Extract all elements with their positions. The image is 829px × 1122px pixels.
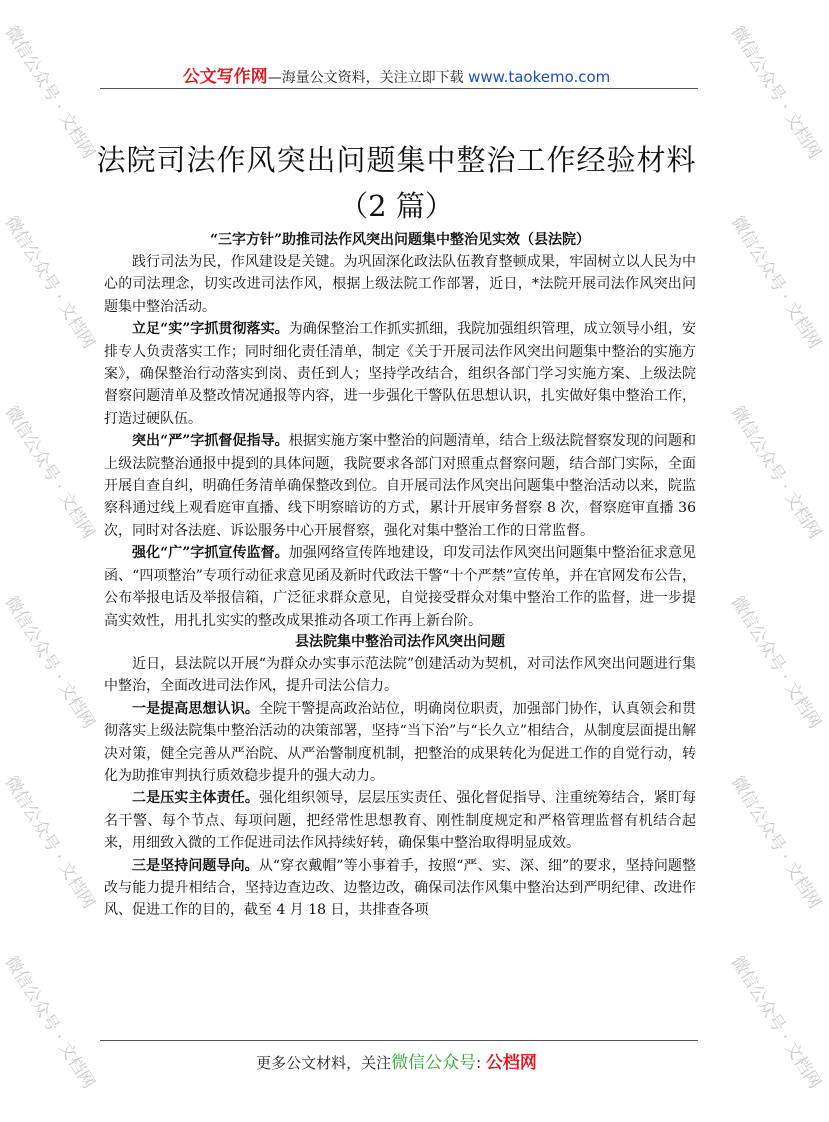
watermark-text: 微信公众号 · 文档网 — [726, 22, 825, 163]
watermark-text: 微信公众号 · 文档网 — [726, 592, 825, 733]
article-2-paragraph-1: 近日，县法院以开展“为群众办实事示范法院”创建活动为契机，对司法作风突出问题进行集中整治，全面改进司法作风，提升司法公信力。 — [104, 655, 696, 695]
document-body — [104, 230, 696, 922]
article-1-paragraph-2 — [104, 318, 696, 430]
article-1-paragraph-1: 践行司法为民，作风建设是关键。为巩固深化政法队伍教育整顿成果，牢固树立以人民为中心的司法理念，切实改进司法作风，根据上级法院工作部署，近日，*法院开展司法作风突出问题集中整治活动。 — [104, 254, 696, 315]
watermark-text: 微信公众号 · 文档网 — [0, 952, 99, 1093]
paragraph-lead: 二是压实主体责任。 — [132, 790, 259, 807]
page-footer — [0, 1048, 793, 1073]
document-title — [80, 140, 713, 226]
paragraph-lead: 突出“严”字抓督促指导。 — [132, 433, 289, 450]
footer-colon: : — [476, 1054, 482, 1072]
article-2-paragraph-4 — [104, 855, 696, 922]
watermark-text: 微信公众号 · 文档网 — [726, 212, 825, 353]
paragraph-text: 加强网络宣传阵地建设，印发司法作风突出问题集中整治征求意见函、“四项整治”专项行动征求意见函及新时代政法干警“十个严禁”宣传单，并在官网发布公告，公布举报电话及举报信箱，广泛征求群众意见，自觉接受群众对集中整治工作的监督，进一步提高实效性，用扎扎实实的整改成果推动各项工作再上新台阶。 — [104, 545, 697, 629]
page-header — [0, 62, 793, 87]
watermark-text: 微信公众号 · 文档网 — [726, 772, 825, 913]
header-brand: 公文写作网 — [182, 67, 268, 87]
watermark-text: 微信公众号 · 文档网 — [726, 402, 825, 543]
article-1-paragraph-4 — [104, 542, 696, 632]
watermark-text: 微信公众号 · 文档网 — [0, 592, 99, 733]
header-divider — [100, 88, 698, 89]
footer-brand: 公档网 — [485, 1053, 537, 1073]
footer-divider — [100, 1040, 698, 1041]
paragraph-text: 为确保整治工作抓实抓细，我院加强组织管理，成立领导小组，安排专人负责落实工作；同时细化责任清单，制定《关于开展司法作风突出问题集中整治的实施方案》，确保整治行动落实到岗、责任到人；坚持学改结合，组织各部门学习实施方案、上级法院督察问题清单及整改情况通报等内容，进一步强化干警队伍思想认识，扎实做好集中整治工作，打造过硬队伍。 — [104, 321, 697, 427]
paragraph-lead: 立足“实”字抓贯彻落实。 — [132, 321, 289, 338]
paragraph-text: 根据实施方案中整治的问题清单，结合上级法院督察发现的问题和上级法院整治通报中提到的具体问题，我院要求各部门对照重点督察问题，结合部门实际，全面开展自查自纠，明确任务清单确保整改到位。自开展司法作风突出问题集中整治活动以来，院监察科通过线上观看庭审直播、线下明察暗访的方式，累计开展审务督察 8 次，督察庭审直播 36 次，同时对各法庭、诉讼服务中心开展督察，强化对集中整治工作的日常监督。 — [104, 433, 697, 539]
watermark-text: 微信公众号 · 文档网 — [726, 952, 825, 1093]
watermark-text: 微信公众号 · 文档网 — [0, 402, 99, 543]
header-url-link[interactable]: www.taokemo.com — [468, 68, 611, 86]
article-1-heading: “三字方针”助推司法作风突出问题集中整治见实效（县法院） — [209, 232, 591, 248]
paragraph-text: 从“穿衣戴帽”等小事着手，按照“严、实、深、细”的要求，坚持问题整改与能力提升相结合，坚持边查边改、边整边改，确保司法作风集中整治达到严明纪律、改进作风、促进工作的目的，截至 4 月 18 日，共排查各项 — [104, 857, 696, 919]
paragraph-text: 全院干警提高政治站位，明确岗位职责，加强部门协作，认真领会和贯彻落实上级法院集中整治活动的决策部署，坚持“当下治”与“长久立”相结合，从制度层面提出解决对策，健全完善从严治院、从严治警制度机制，把整治的成果转化为促进工作的自觉行动，转化为助推审判执行质效稳步提升的强大动力。 — [104, 700, 697, 784]
article-1-paragraph-3 — [104, 430, 696, 542]
title-line-2: （2 篇） — [339, 189, 454, 223]
watermark-text: 微信公众号 · 文档网 — [0, 772, 99, 913]
article-2-heading: 县法院集中整治司法作风突出问题 — [295, 633, 505, 650]
article-2-paragraph-3 — [104, 787, 696, 854]
paragraph-lead: 一是提高思想认识。 — [132, 700, 259, 717]
header-tagline: —海量公文资料，关注立即下载 — [267, 70, 469, 86]
watermark-text: 微信公众号 · 文档网 — [0, 212, 99, 353]
paragraph-text: 强化组织领导，层层压实责任、强化督促指导、注重统筹结合，紧盯每名干警、每个节点、每项问题，把经常性思想教育、刚性制度规定和严格管理监督有机结合起来，用细致入微的工作促进司法作风持续好转，确保集中整治取得明显成效。 — [104, 790, 697, 852]
footer-wechat-label: 微信公众号 — [391, 1053, 477, 1073]
paragraph-lead: 三是坚持问题导向。 — [132, 857, 259, 874]
article-2-paragraph-2 — [104, 698, 696, 788]
footer-prefix: 更多公文材料，关注 — [256, 1054, 392, 1072]
watermark-text: 微信公众号 · 文档网 — [0, 22, 99, 163]
title-line-1: 法院司法作风突出问题集中整治工作经验材料 — [96, 143, 697, 177]
paragraph-lead: 强化“广”字抓宣传监督。 — [132, 545, 289, 562]
